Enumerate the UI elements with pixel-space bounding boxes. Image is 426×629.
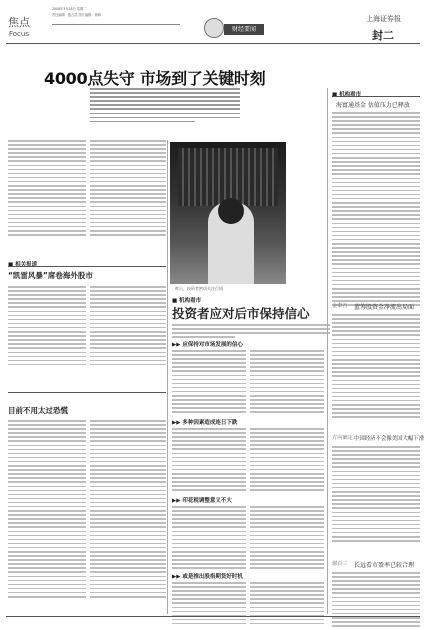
main-headline: 4000点失守 市场到了关键时刻 bbox=[44, 69, 266, 88]
center-sub1-col1 bbox=[172, 350, 246, 416]
article-col-left-top bbox=[8, 140, 86, 238]
badge-label: 财经要闻 bbox=[224, 24, 264, 35]
sidebar-title-1: 海富通基金 估值压力已释放 bbox=[336, 102, 410, 109]
photo-caption: 昨日，投资者密切关注行情 bbox=[175, 286, 223, 291]
date-line: 2008年3月18日 星期二 bbox=[52, 7, 87, 11]
investor-head bbox=[218, 198, 244, 224]
section-name-cn: 焦点 bbox=[8, 16, 30, 29]
left-low-col-2 bbox=[90, 420, 166, 600]
left-mid-col-1 bbox=[8, 286, 86, 368]
center-sub2-col2 bbox=[250, 428, 324, 494]
center-lead bbox=[172, 324, 330, 340]
sidebar-block-1 bbox=[332, 112, 420, 309]
left-mid-label: ■ 相关报道 bbox=[8, 262, 38, 268]
lead-paragraph bbox=[90, 88, 240, 125]
left-mid-title: “凯雷风暴”席卷海外股市 bbox=[8, 271, 93, 280]
column-divider-right bbox=[327, 88, 328, 614]
center-sub4-col2 bbox=[250, 582, 324, 627]
center-sub1: ▶▶ 应保持对市场发展的信心 bbox=[172, 342, 243, 348]
sidebar-title-3: 中国经济不会像美国大幅下滑 bbox=[354, 436, 425, 442]
center-sub1-col2 bbox=[250, 350, 324, 416]
center-sub3-col2 bbox=[250, 506, 324, 572]
center-sub3-col1 bbox=[172, 506, 246, 572]
left-low-col-1 bbox=[8, 420, 86, 600]
sidebar-title-4: 长远看市盈率已较合理 bbox=[354, 562, 415, 569]
left-low-title: 目前不用太过恐慌 bbox=[8, 406, 68, 415]
left-mid-rule bbox=[8, 266, 166, 267]
page-number: 封二 bbox=[372, 29, 394, 42]
center-sub4-col1 bbox=[172, 582, 246, 627]
header-divider-short bbox=[52, 24, 180, 25]
sidebar-block-2 bbox=[332, 314, 420, 420]
left-mid-col-2 bbox=[90, 286, 166, 368]
header-badge bbox=[204, 24, 264, 36]
column-divider-left bbox=[167, 140, 168, 614]
sidebar-top-rule bbox=[332, 96, 420, 97]
sidebar-title-2: 蓝筹股资金净流出局面 bbox=[354, 304, 415, 311]
sidebar-top-label: ■ 机构看市 bbox=[332, 92, 362, 98]
page-bottom-rule bbox=[6, 616, 420, 617]
sidebar-label-3: 方向确定 bbox=[332, 435, 353, 441]
page-header bbox=[0, 0, 426, 46]
center-sub2: ▶▶ 多种因素造成连日下跌 bbox=[172, 420, 238, 426]
trading-floor-photo bbox=[170, 142, 286, 284]
center-sub2-col1 bbox=[172, 428, 246, 494]
center-section-label: ■ 机构看市 bbox=[172, 298, 202, 304]
sidebar-label-4: 谢百三 bbox=[332, 561, 348, 567]
center-sub3: ▶▶ 印花税调整意义不大 bbox=[172, 498, 232, 504]
editor-line: 责任编辑：殷占武 图片编辑：徐海 bbox=[52, 13, 101, 17]
section-name-en: Focus bbox=[9, 30, 29, 38]
article-col-left-top-2 bbox=[90, 140, 166, 238]
sidebar-block-3 bbox=[332, 446, 420, 544]
header-rule bbox=[6, 43, 420, 44]
sidebar-block-4 bbox=[332, 572, 420, 629]
center-sub4: ▶▶ 或是推出股指期货好时机 bbox=[172, 574, 243, 580]
badge-emblem bbox=[204, 18, 224, 38]
left-low-rule bbox=[8, 392, 166, 393]
center-top-col bbox=[170, 88, 286, 92]
sidebar-label-2: 金泰吉 bbox=[332, 303, 348, 309]
paper-name: 上海证券报 bbox=[366, 15, 401, 23]
center-headline: 投资者应对后市保持信心 bbox=[172, 306, 310, 321]
